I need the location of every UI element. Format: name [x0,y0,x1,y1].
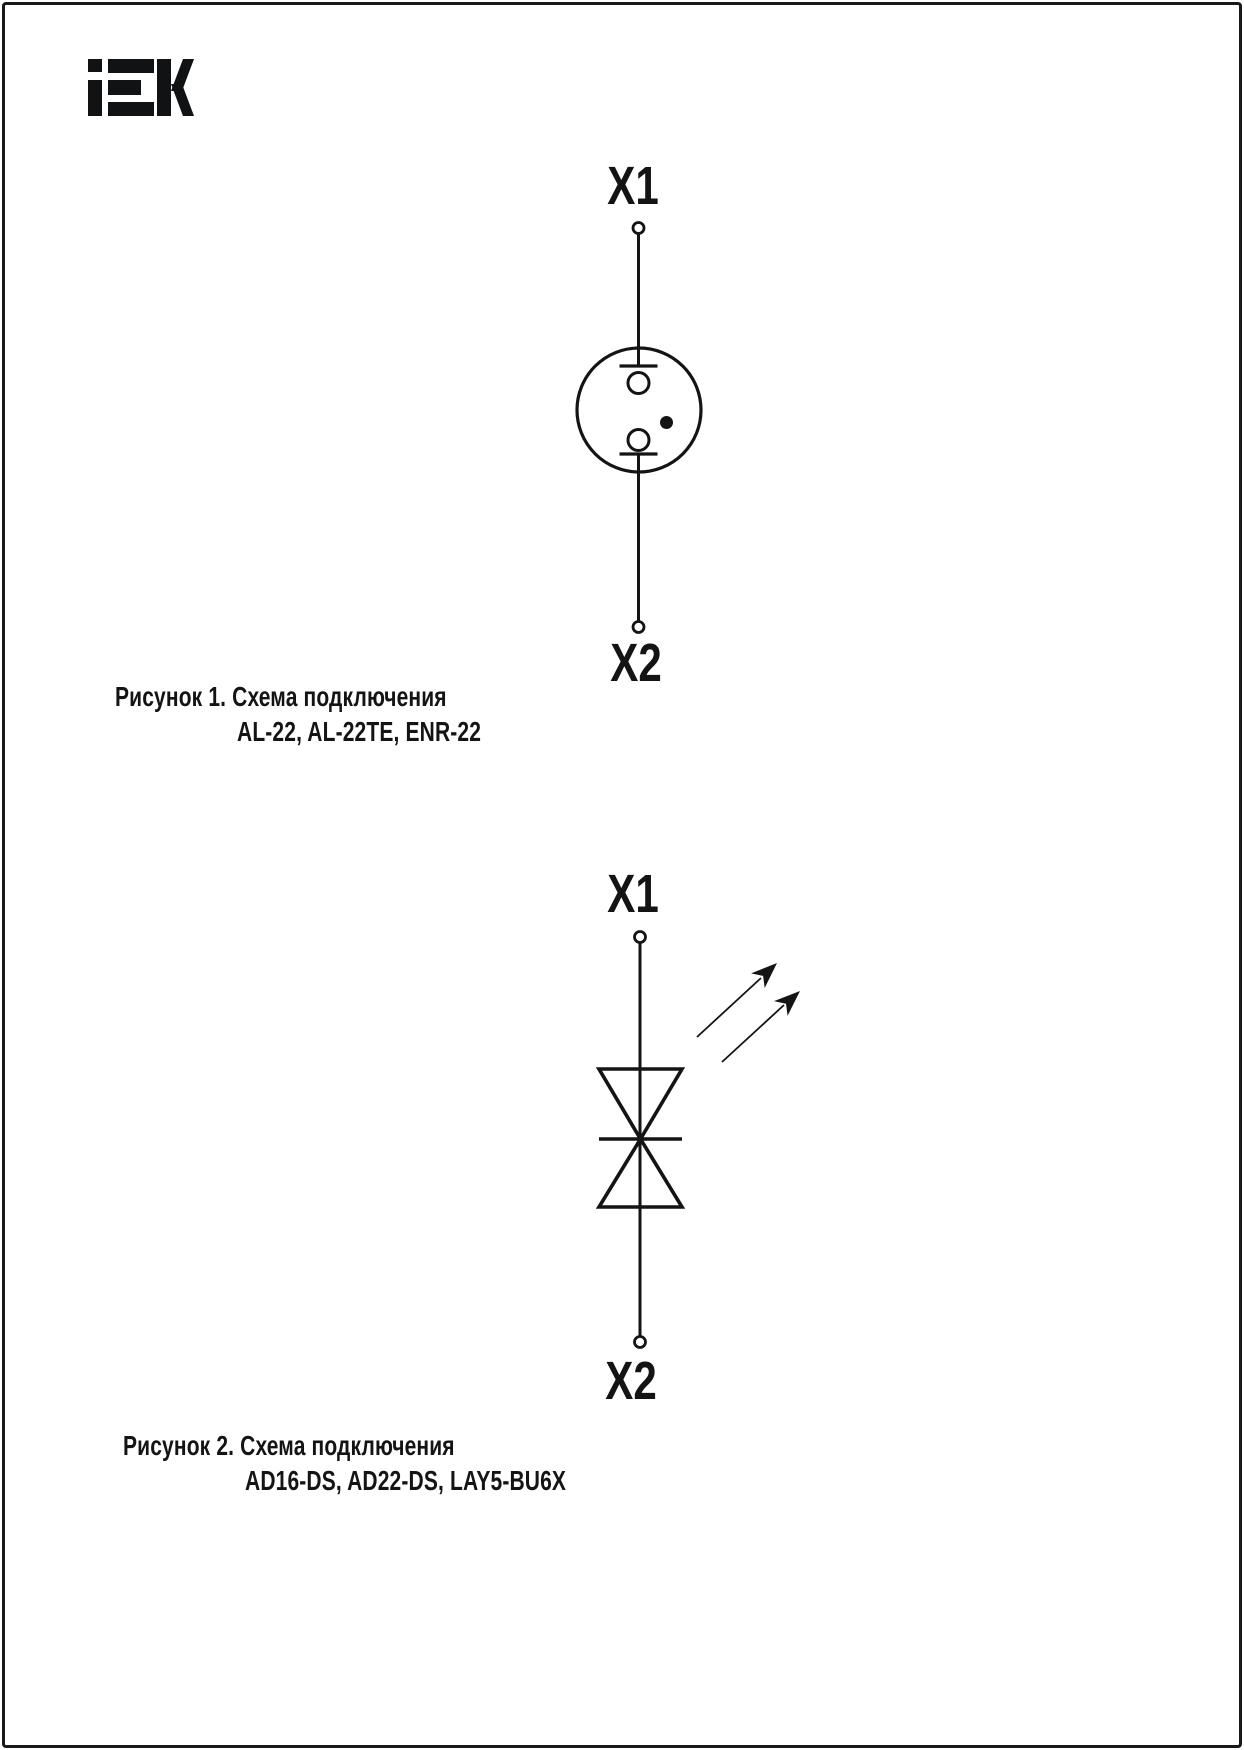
fig2-caption-title: Рисунок 2. Схема подключения [123,1430,455,1461]
fig1-terminal-x1-label: X1 [607,156,659,216]
iek-logo-letters [88,59,194,116]
iek-logo [88,59,194,116]
fig1-neon-lamp-schematic [550,215,730,640]
logo-letter-e-bottom-bar [108,102,154,116]
fig1-terminal-x2-label: X2 [610,633,662,693]
fig1-terminal-x2-circle [633,622,644,633]
fig2-caption-models: AD16-DS, AD22-DS, LAY5-BU6X [245,1465,567,1496]
fig1-caption-models: AL-22, AL-22TE, ENR-22 [237,716,482,747]
fig2-terminal-x1-label: X1 [607,864,659,924]
fig2-light-emission-arrows [697,963,800,1062]
logo-letter-i-stem [88,80,102,116]
fig1-gas-indicator-dot [660,416,673,429]
logo-letter-i-dot [88,59,102,72]
fig2-terminal-x1-circle [635,932,646,943]
logo-letter-k-stem [157,59,171,116]
fig1-top-electrode-circle [628,373,649,394]
logo-letter-e-mid-bar [108,80,141,95]
fig1-caption-title: Рисунок 1. Схема подключения [115,681,447,712]
fig2-led-schematic [560,930,850,1350]
fig2-emission-arrow2-head [774,991,800,1016]
fig1-bottom-electrode-circle [628,430,649,451]
logo-letter-e-top-bar [108,59,154,73]
fig1-terminal-x1-circle [633,223,644,234]
fig2-terminal-x2-circle [635,1337,646,1348]
fig2-terminal-x2-label: X2 [605,1351,657,1411]
logo-letter-k-lower-arm [171,84,194,116]
fig2-emission-arrow2-shaft [722,1005,784,1062]
fig2-emission-arrow1-shaft [697,978,761,1037]
